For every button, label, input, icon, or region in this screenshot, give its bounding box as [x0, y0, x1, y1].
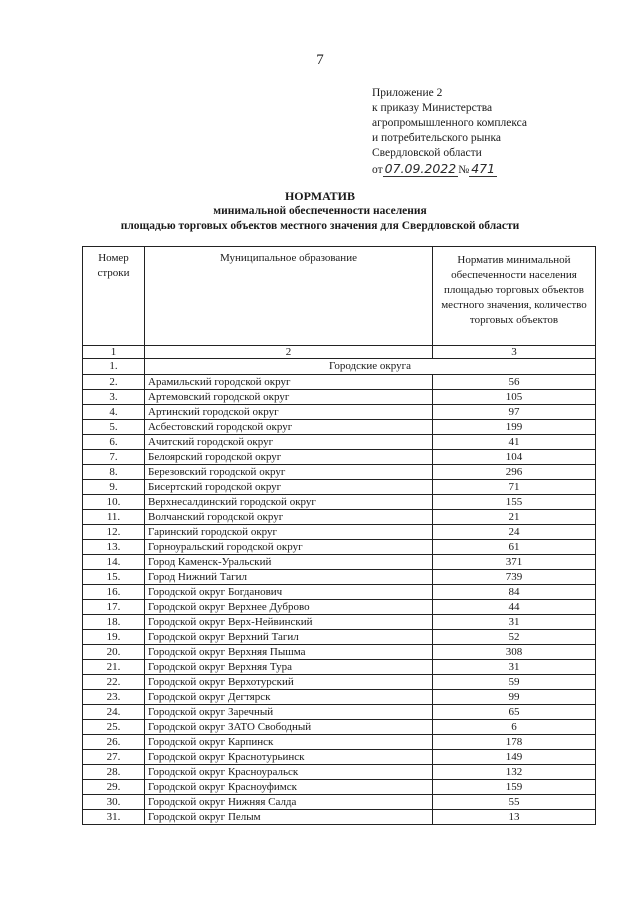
row-number-cell: 3.: [83, 390, 145, 405]
municipality-cell: Городской округ Карпинск: [145, 735, 433, 750]
row-number-cell: 5.: [83, 420, 145, 435]
section-row: [83, 359, 596, 375]
row-number-cell: 19.: [83, 630, 145, 645]
municipality-cell: Горноуральский городской округ: [145, 540, 433, 555]
municipality-cell: Городской округ Верхотурский: [145, 675, 433, 690]
row-number-cell: 16.: [83, 585, 145, 600]
municipality-cell: Городской округ Краснотурьинск: [145, 750, 433, 765]
table-row: [83, 720, 596, 735]
table-body: [83, 346, 596, 825]
row-number-cell: 28.: [83, 765, 145, 780]
column-index-cell: 1: [83, 346, 145, 359]
appendix-line-5: Свердловской области: [372, 147, 482, 159]
section-label: Городские округа: [145, 359, 596, 375]
table-header-row: [83, 247, 596, 346]
municipality-cell: Городской округ Верхнее Дуброво: [145, 600, 433, 615]
title-line-1: НОРМАТИВ: [284, 189, 356, 203]
row-number-cell: 6.: [83, 435, 145, 450]
norm-value-cell: 99: [433, 690, 596, 705]
norm-value-cell: 97: [433, 405, 596, 420]
appendix-line-3: агропромышленного комплекса: [372, 117, 528, 129]
norm-value-cell: 178: [433, 735, 596, 750]
row-number-cell: 12.: [83, 525, 145, 540]
row-number-cell: 20.: [83, 645, 145, 660]
norm-value-cell: 61: [433, 540, 596, 555]
table-row: [83, 660, 596, 675]
municipality-cell: Ачитский городской округ: [145, 435, 433, 450]
norm-value-cell: 13: [433, 810, 596, 825]
norm-value-cell: 199: [433, 420, 596, 435]
table-row: [83, 585, 596, 600]
municipality-cell: Городской округ Верх-Нейвинский: [145, 615, 433, 630]
number-prefix: №: [458, 164, 470, 176]
table-row: [83, 690, 596, 705]
row-number-cell: 18.: [83, 615, 145, 630]
norm-value-cell: 56: [433, 375, 596, 390]
norm-value-cell: 41: [433, 435, 596, 450]
row-number-cell: 2.: [83, 375, 145, 390]
norm-value-cell: 21: [433, 510, 596, 525]
municipality-cell: Городской округ Красноуфимск: [145, 780, 433, 795]
table-row: [83, 510, 596, 525]
date-prefix: от: [372, 164, 383, 176]
municipality-cell: Артемовский городской округ: [145, 390, 433, 405]
table-row: [83, 765, 596, 780]
norm-value-cell: 24: [433, 525, 596, 540]
row-number-cell: 31.: [83, 810, 145, 825]
row-number-cell: 4.: [83, 405, 145, 420]
municipality-cell: Арамильский городской округ: [145, 375, 433, 390]
title-line-3: площадью торговых объектов местного значения для Свердловской области: [120, 220, 520, 232]
municipality-cell: Город Нижний Тагил: [145, 570, 433, 585]
row-number-cell: 14.: [83, 555, 145, 570]
municipality-cell: Гаринский городской округ: [145, 525, 433, 540]
row-number-cell: 27.: [83, 750, 145, 765]
row-number-cell: 23.: [83, 690, 145, 705]
table-row: [83, 780, 596, 795]
row-number-cell: 9.: [83, 480, 145, 495]
row-number-cell: 13.: [83, 540, 145, 555]
table-row: [83, 435, 596, 450]
table-row: [83, 795, 596, 810]
norm-value-cell: 739: [433, 570, 596, 585]
table-row: [83, 630, 596, 645]
municipality-cell: Артинский городской округ: [145, 405, 433, 420]
table-row: [83, 600, 596, 615]
table-row: [83, 420, 596, 435]
municipality-cell: Волчанский городской округ: [145, 510, 433, 525]
row-number-cell: 21.: [83, 660, 145, 675]
table-row: [83, 705, 596, 720]
appendix-line-4: и потребительского рынка: [372, 132, 501, 144]
row-number-cell: 30.: [83, 795, 145, 810]
norm-value-cell: 296: [433, 465, 596, 480]
table-row: [83, 495, 596, 510]
municipality-cell: Городской округ Красноуральск: [145, 765, 433, 780]
table-row: [83, 375, 596, 390]
municipality-cell: Бисертский городской округ: [145, 480, 433, 495]
header-municipality: Муниципальное образование: [145, 247, 433, 346]
norm-value-cell: 84: [433, 585, 596, 600]
municipality-cell: Городской округ Верхняя Пышма: [145, 645, 433, 660]
column-index-cell: 3: [433, 346, 596, 359]
row-number-cell: 29.: [83, 780, 145, 795]
norm-value-cell: 44: [433, 600, 596, 615]
table-row: [83, 465, 596, 480]
table-row: [83, 540, 596, 555]
row-number-cell: 15.: [83, 570, 145, 585]
norm-value-cell: 31: [433, 615, 596, 630]
municipality-cell: Верхнесалдинский городской округ: [145, 495, 433, 510]
norm-value-cell: 132: [433, 765, 596, 780]
table-row: [83, 615, 596, 630]
table-row: [83, 480, 596, 495]
norm-value-cell: 55: [433, 795, 596, 810]
norm-value-cell: 105: [433, 390, 596, 405]
municipality-cell: Городской округ Дегтярск: [145, 690, 433, 705]
norm-value-cell: 371: [433, 555, 596, 570]
municipality-cell: Городской округ Заречный: [145, 705, 433, 720]
table-row: [83, 450, 596, 465]
municipality-cell: Городской округ Верхняя Тура: [145, 660, 433, 675]
norm-value-cell: 159: [433, 780, 596, 795]
row-number-cell: 10.: [83, 495, 145, 510]
municipality-cell: Березовский городской округ: [145, 465, 433, 480]
page-number: 7: [316, 52, 324, 68]
title-line-2: минимальной обеспеченности населения: [213, 205, 427, 217]
header-norm: Норматив минимальной обеспеченности населения площадью торговых объектов местного значения, количество торговых объектов: [433, 247, 596, 346]
municipality-cell: Городской округ ЗАТО Свободный: [145, 720, 433, 735]
row-number-cell: 26.: [83, 735, 145, 750]
column-index-cell: 2: [145, 346, 433, 359]
row-number-cell: 24.: [83, 705, 145, 720]
column-index-row: [83, 346, 596, 359]
norm-table-wrapper: [82, 246, 595, 825]
row-number-cell: 22.: [83, 675, 145, 690]
norm-value-cell: 71: [433, 480, 596, 495]
table-row: [83, 750, 596, 765]
table-row: [83, 525, 596, 540]
table-row: [83, 555, 596, 570]
norm-table: [82, 246, 596, 825]
appendix-block: [372, 86, 527, 178]
table-row: [83, 675, 596, 690]
municipality-cell: Городской округ Нижняя Салда: [145, 795, 433, 810]
table-row: [83, 645, 596, 660]
norm-value-cell: 52: [433, 630, 596, 645]
municipality-cell: Городской округ Верхний Тагил: [145, 630, 433, 645]
norm-value-cell: 59: [433, 675, 596, 690]
municipality-cell: Город Каменск-Уральский: [145, 555, 433, 570]
norm-value-cell: 155: [433, 495, 596, 510]
municipality-cell: Городской округ Богданович: [145, 585, 433, 600]
appendix-date-line: [372, 161, 527, 178]
row-number-cell: 11.: [83, 510, 145, 525]
row-number-cell: 25.: [83, 720, 145, 735]
section-number: 1.: [83, 359, 145, 375]
municipality-cell: Асбестовский городской округ: [145, 420, 433, 435]
appendix-line-2: к приказу Министерства: [372, 102, 493, 114]
norm-value-cell: 149: [433, 750, 596, 765]
norm-value-cell: 104: [433, 450, 596, 465]
norm-value-cell: 31: [433, 660, 596, 675]
row-number-cell: 17.: [83, 600, 145, 615]
table-row: [83, 735, 596, 750]
table-row: [83, 405, 596, 420]
header-row-number: Номер строки: [83, 247, 145, 346]
appendix-line-1: Приложение 2: [372, 87, 443, 99]
municipality-cell: Белоярский городской округ: [145, 450, 433, 465]
row-number-cell: 7.: [83, 450, 145, 465]
table-row: [83, 810, 596, 825]
table-row: [83, 390, 596, 405]
norm-value-cell: 65: [433, 705, 596, 720]
table-row: [83, 570, 596, 585]
row-number-cell: 8.: [83, 465, 145, 480]
norm-value-cell: 308: [433, 645, 596, 660]
document-title: [0, 189, 640, 234]
number-value: 471: [471, 161, 496, 176]
norm-value-cell: 6: [433, 720, 596, 735]
date-value: 07.09.2022: [384, 161, 457, 176]
municipality-cell: Городской округ Пелым: [145, 810, 433, 825]
